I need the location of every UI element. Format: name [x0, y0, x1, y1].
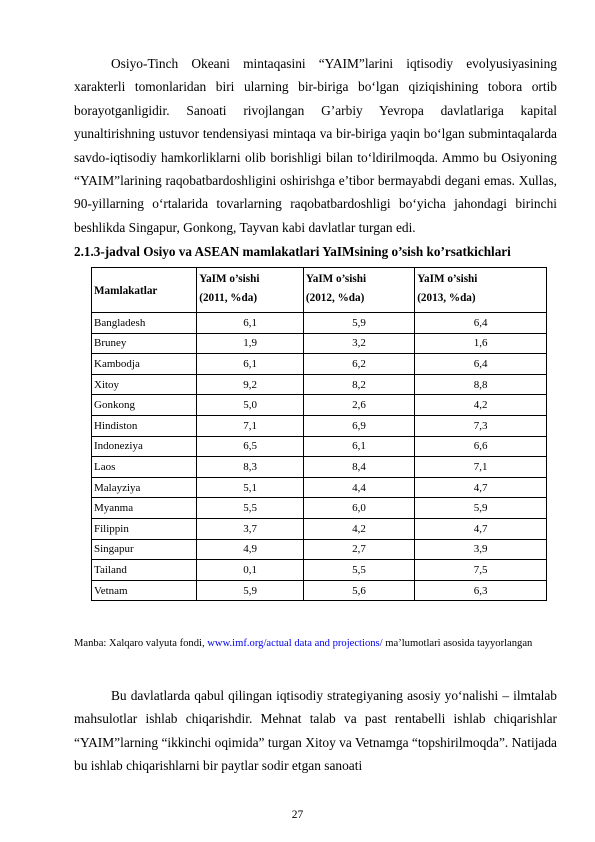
country-cell: Xitoy	[92, 374, 197, 395]
value-2012-cell: 4,4	[303, 477, 414, 498]
value-2013-cell: 6,3	[415, 580, 547, 601]
table-row	[92, 580, 547, 601]
value-2012-cell: 6,0	[303, 498, 414, 519]
value-2013-cell: 8,8	[415, 374, 547, 395]
header-2013-unit: (2013, %da)	[417, 292, 476, 304]
value-2012-cell: 8,4	[303, 457, 414, 478]
country-cell: Filippin	[92, 518, 197, 539]
value-2011-cell: 4,9	[197, 539, 304, 560]
gdp-growth-table	[91, 267, 547, 601]
header-2013-title: YaIM o’sishi	[417, 273, 478, 285]
value-2011-cell: 6,1	[197, 354, 304, 375]
body-paragraph: Bu davlatlarda qabul qilingan iqtisodiy strategiyaning asosiy yo‘nalishi – ilmtalab mahsulotlar ishlab chiqarishdir. Mehnat talab va past rentabelli ishlab chiqarishlar “YAIM”larning “ikkinchi oqimida” turgan Xitoy va Vetnamga “topshirilmoqda”. Natijada bu ishlab chiqarishlarni bir paytlar sodir etgan sanoati	[74, 688, 557, 774]
header-2011	[197, 268, 304, 313]
source-prefix: Manba: Xalqaro valyuta fondi,	[74, 638, 208, 649]
source-note	[74, 634, 557, 653]
table-row	[92, 477, 547, 498]
country-cell: Singapur	[92, 539, 197, 560]
value-2013-cell: 5,9	[415, 498, 547, 519]
value-2013-cell: 4,2	[415, 395, 547, 416]
header-2013	[415, 268, 547, 313]
value-2012-cell: 5,5	[303, 560, 414, 581]
table-row	[92, 457, 547, 478]
value-2011-cell: 5,0	[197, 395, 304, 416]
value-2013-cell: 4,7	[415, 518, 547, 539]
page-number: 27	[291, 809, 304, 821]
value-2011-cell: 6,5	[197, 436, 304, 457]
header-country: Mamlakatlar	[92, 268, 197, 313]
value-2012-cell: 6,1	[303, 436, 414, 457]
country-cell: Bruney	[92, 333, 197, 354]
value-2012-cell: 4,2	[303, 518, 414, 539]
value-2011-cell: 7,1	[197, 415, 304, 436]
country-cell: Laos	[92, 457, 197, 478]
source-suffix: ma’lumotlari asosida tayyorlangan	[382, 638, 533, 649]
value-2012-cell: 3,2	[303, 333, 414, 354]
header-2012-title: YaIM o’sishi	[305, 273, 367, 285]
value-2011-cell: 5,9	[197, 580, 304, 601]
header-2011-unit: (2011, %da)	[199, 292, 258, 304]
value-2011-cell: 1,9	[197, 333, 304, 354]
value-2013-cell: 3,9	[415, 539, 547, 560]
table-row	[92, 518, 547, 539]
value-2012-cell: 2,6	[303, 395, 414, 416]
country-cell: Hindiston	[92, 415, 197, 436]
value-2012-cell: 8,2	[303, 374, 414, 395]
country-cell: Gonkong	[92, 395, 197, 416]
value-2011-cell: 3,7	[197, 518, 304, 539]
value-2011-cell: 9,2	[197, 374, 304, 395]
header-2012-unit: (2012, %da)	[305, 292, 365, 304]
value-2012-cell: 6,9	[303, 415, 414, 436]
country-cell: Malayziya	[92, 477, 197, 498]
value-2013-cell: 6,6	[415, 436, 547, 457]
header-2012	[303, 268, 414, 313]
country-cell: Vetnam	[92, 580, 197, 601]
value-2013-cell: 7,5	[415, 560, 547, 581]
table-row	[92, 313, 547, 334]
value-2013-cell: 1,6	[415, 333, 547, 354]
value-2013-cell: 6,4	[415, 313, 547, 334]
value-2013-cell: 4,7	[415, 477, 547, 498]
value-2011-cell: 0,1	[197, 560, 304, 581]
country-cell: Kambodja	[92, 354, 197, 375]
country-cell: Indoneziya	[92, 436, 197, 457]
table-row	[92, 498, 547, 519]
value-2012-cell: 5,9	[303, 313, 414, 334]
table-row	[92, 354, 547, 375]
table-body	[92, 313, 547, 601]
value-2011-cell: 5,5	[197, 498, 304, 519]
table-row	[92, 539, 547, 560]
value-2013-cell: 6,4	[415, 354, 547, 375]
country-cell: Bangladesh	[92, 313, 197, 334]
table-row	[92, 560, 547, 581]
table-row	[92, 374, 547, 395]
table-row	[92, 436, 547, 457]
table-row	[92, 415, 547, 436]
intro-paragraph: Osiyo-Tinch Okeani mintaqasini “YAIM”larini iqtisodiy evolyusiyasining xarakterli tomonlaridan biri ularning bir-biriga bo‘lgan qiziqishining tobora ortib borayotganligidir. Sanoati rivojlangan G’arbiy Yevropa davlatlariga kapital yunaltirishning ustuvor tendensiyasi mintaqa va bir-biriga yaqin bo‘lgan submintaqalarda savdo-iqtisodiy hamkorliklarni olib borishligi bilan to‘ldirilmoqda. Ammo bu Osiyoning “YAIM”larining raqobatbardoshligini oshirishga e’tibor bermayabdi degani emas. Xullas, 90-yillarning o‘rtalarida tovarlarning raqobatbardoshligi bo‘yicha jahondagi birinchi beshlikda Singapur, Gonkong, Tayvan kabi davlatlar turgan edi.	[74, 56, 557, 235]
value-2012-cell: 5,6	[303, 580, 414, 601]
table-row	[92, 395, 547, 416]
header-2011-title: YaIM o’sishi	[199, 273, 260, 285]
country-cell: Myanma	[92, 498, 197, 519]
value-2011-cell: 5,1	[197, 477, 304, 498]
table-caption: 2.1.3-jadval Osiyo va ASEAN mamlakatlari YaIMsining o’sish ko’rsatkichlari	[74, 244, 511, 259]
value-2012-cell: 6,2	[303, 354, 414, 375]
value-2012-cell: 2,7	[303, 539, 414, 560]
source-link[interactable]: www.imf.org/actual data and projections/	[207, 638, 383, 649]
value-2011-cell: 8,3	[197, 457, 304, 478]
country-cell: Tailand	[92, 560, 197, 581]
value-2013-cell: 7,3	[415, 415, 547, 436]
value-2013-cell: 7,1	[415, 457, 547, 478]
table-row	[92, 333, 547, 354]
value-2011-cell: 6,1	[197, 313, 304, 334]
table-header-row	[92, 268, 547, 313]
